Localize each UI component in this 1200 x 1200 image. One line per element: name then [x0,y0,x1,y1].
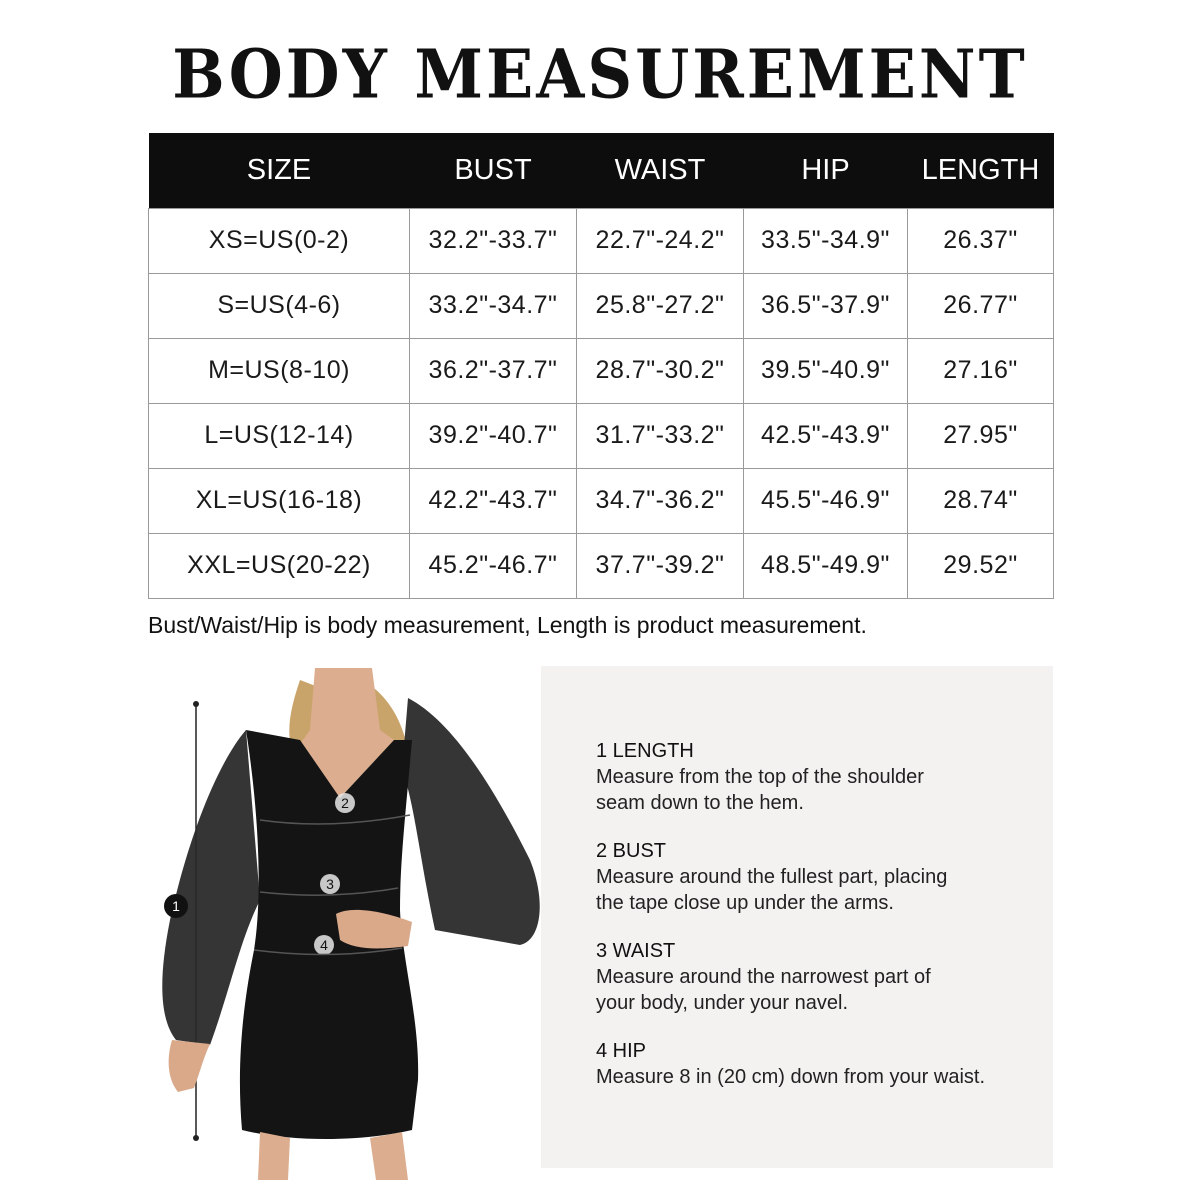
marker-4-label: 4 [320,937,328,953]
cell-hip: 48.5"-49.9" [744,533,908,598]
table-header-row [149,133,1054,208]
cell-bust: 32.2"-33.7" [410,208,577,273]
marker-1 [164,894,188,918]
cell-length: 26.37" [908,208,1054,273]
cell-hip: 42.5"-43.9" [744,403,908,468]
marker-3 [320,874,340,894]
cell-size: XXL=US(20-22) [149,533,410,598]
right-hand [336,910,412,949]
guide-item [596,1038,1046,1090]
table-row [149,403,1054,468]
cell-waist: 28.7"-30.2" [577,338,744,403]
guide-heading: 2 BUST [596,840,667,862]
table-row [149,273,1054,338]
table-body [149,208,1054,598]
guide-heading: 4 HIP [596,1040,647,1062]
guide-text: Measure 8 in (20 cm) down from your waist. [596,1066,986,1088]
ruler-top-dot [193,701,199,707]
guide-heading: 1 LENGTH [596,740,694,762]
page-title: BODY MEASUREMENT [172,35,1028,114]
header-bust: BUST [410,133,577,208]
cell-hip: 39.5"-40.9" [744,338,908,403]
cell-bust: 36.2"-37.7" [410,338,577,403]
cell-hip: 33.5"-34.9" [744,208,908,273]
measurement-guide [596,738,1046,1112]
guide-item [596,738,1046,816]
table-row [149,208,1054,273]
cell-hip: 36.5"-37.9" [744,273,908,338]
guide-text: Measure around the narrowest part of [596,966,931,988]
cell-bust: 39.2"-40.7" [410,403,577,468]
cell-bust: 33.2"-34.7" [410,273,577,338]
cell-size: XS=US(0-2) [149,208,410,273]
cell-waist: 31.7"-33.2" [577,403,744,468]
legs [258,1132,408,1180]
right-sleeve [402,698,540,945]
cell-length: 27.16" [908,338,1054,403]
guide-item [596,938,1046,1016]
table-row [149,468,1054,533]
cell-length: 26.77" [908,273,1054,338]
table-row [149,533,1054,598]
cell-size: L=US(12-14) [149,403,410,468]
header-hip: HIP [744,133,908,208]
left-hand [169,1040,210,1092]
cell-bust: 42.2"-43.7" [410,468,577,533]
guide-heading: 3 WAIST [596,940,676,962]
size-chart-table [148,133,1054,599]
guide-text: Measure from the top of the shoulder [596,766,924,788]
cell-size: S=US(4-6) [149,273,410,338]
left-sleeve [162,730,260,1045]
guide-item [596,838,1046,916]
cell-size: XL=US(16-18) [149,468,410,533]
measurement-note: Bust/Waist/Hip is body measurement, Length is product measurement. [148,612,867,638]
table-row [149,338,1054,403]
cell-bust: 45.2"-46.7" [410,533,577,598]
guide-text: the tape close up under the arms. [596,892,894,914]
cell-waist: 37.7"-39.2" [577,533,744,598]
cell-length: 28.74" [908,468,1054,533]
marker-2 [335,793,355,813]
cell-waist: 22.7"-24.2" [577,208,744,273]
model-photo [150,660,550,1180]
guide-text: your body, under your navel. [596,992,849,1014]
cell-length: 27.95" [908,403,1054,468]
marker-3-label: 3 [326,876,334,892]
model-illustration [150,660,550,1180]
guide-text: Measure around the fullest part, placing [596,866,948,888]
cell-size: M=US(8-10) [149,338,410,403]
cell-waist: 34.7"-36.2" [577,468,744,533]
marker-2-label: 2 [341,795,349,811]
cell-length: 29.52" [908,533,1054,598]
cell-waist: 25.8"-27.2" [577,273,744,338]
header-size: SIZE [149,133,410,208]
header-length: LENGTH [908,133,1054,208]
cell-hip: 45.5"-46.9" [744,468,908,533]
marker-1-label: 1 [172,898,180,914]
header-waist: WAIST [577,133,744,208]
marker-4 [314,935,334,955]
ruler-bottom-dot [193,1135,199,1141]
guide-text: seam down to the hem. [596,792,804,814]
